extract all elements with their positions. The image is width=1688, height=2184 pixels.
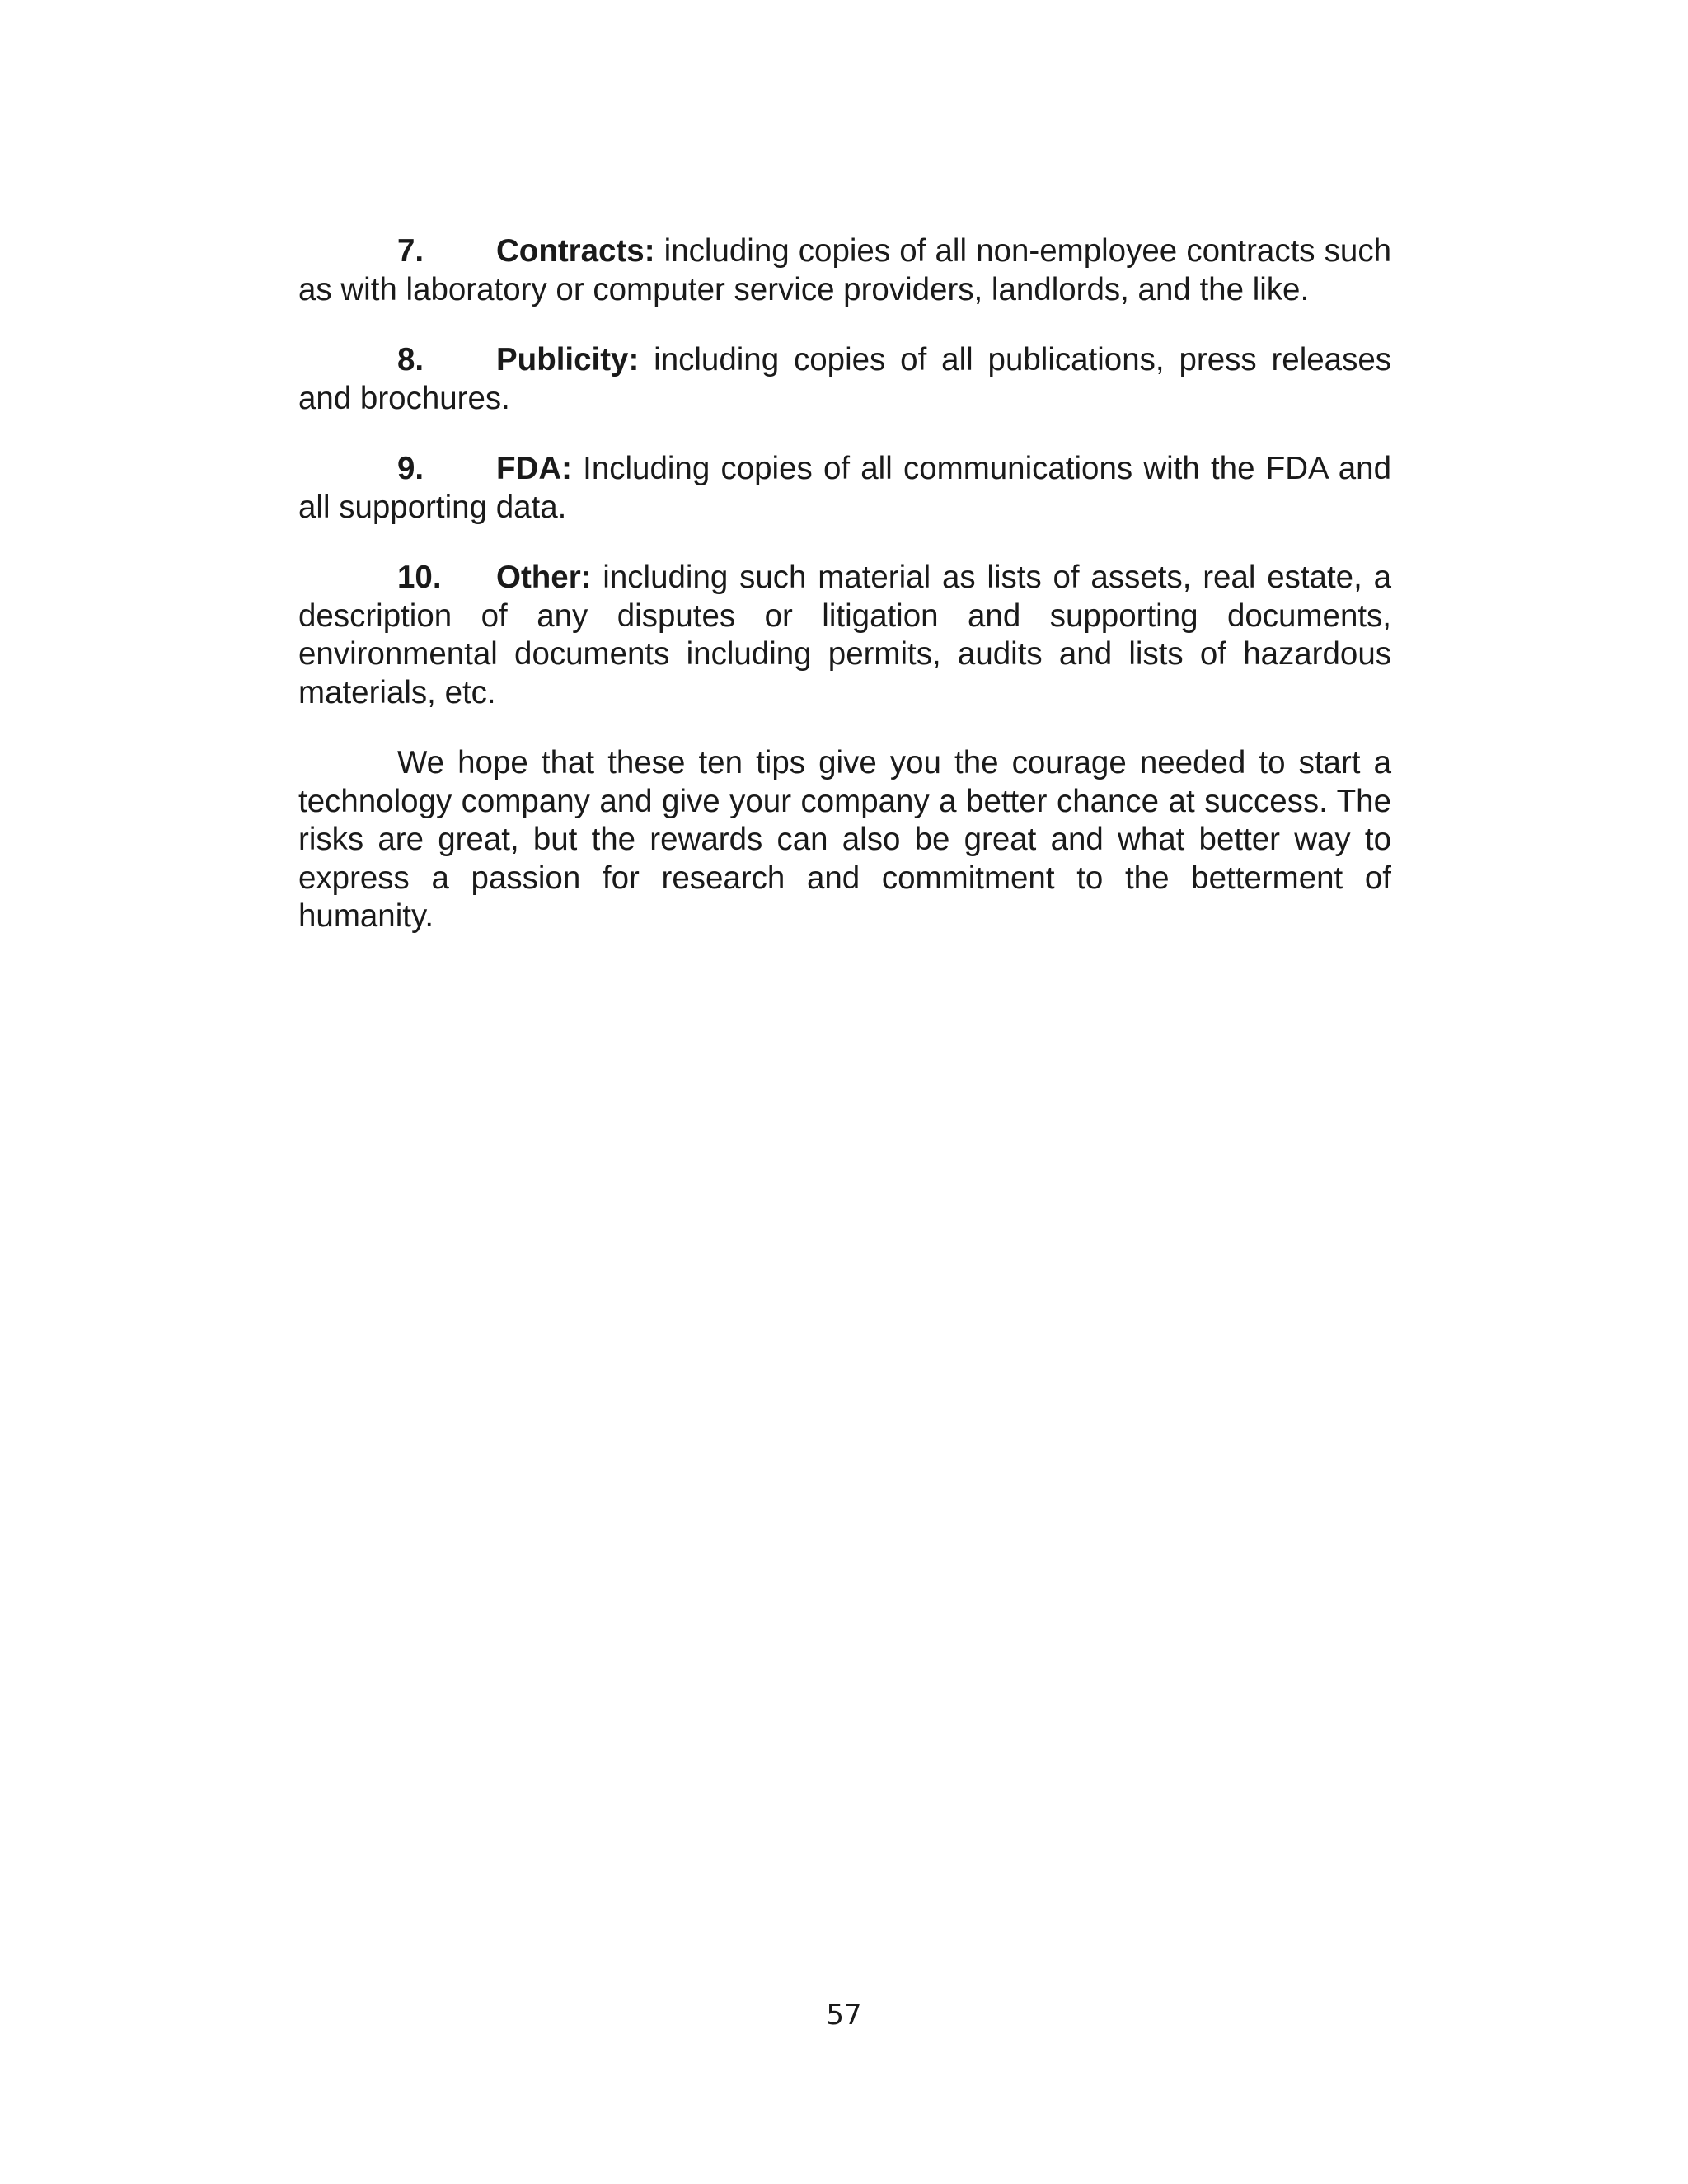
- item-title: Other:: [496, 560, 592, 595]
- item-text: Including copies of all communications with the FDA and all supporting data.: [298, 451, 1391, 525]
- list-item-publicity: [298, 341, 1391, 418]
- item-number: 8.: [397, 342, 424, 377]
- item-number: 9.: [397, 451, 424, 486]
- item-text: including such material as lists of assets, real estate, a description of any disputes or litigation and supporting documents, environmental documents including permits, audits and lists of hazardous materials, etc.: [298, 560, 1391, 710]
- item-number: 7.: [397, 233, 424, 269]
- item-title: Contracts:: [496, 233, 655, 269]
- list-item-fda: [298, 450, 1391, 527]
- page-number: 57: [826, 1999, 862, 2032]
- item-number: 10.: [397, 560, 442, 595]
- item-title: Publicity:: [496, 342, 640, 377]
- item-title: FDA:: [496, 451, 572, 486]
- list-item-contracts: [298, 232, 1391, 309]
- closing-paragraph: We hope that these ten tips give you the courage needed to start a technology company and give your company a better chance at success. The risks are great, but the rewards can also be great and what better way to express a passion for research and commitment to the betterment of humanity.: [298, 745, 1391, 934]
- document-body: [298, 232, 1391, 968]
- list-item-other: [298, 559, 1391, 712]
- item-text: including copies of all publications, press releases and brochures.: [298, 342, 1391, 416]
- item-text: including copies of all non-employee contracts such as with laboratory or computer service providers, landlords, and the like.: [298, 233, 1391, 307]
